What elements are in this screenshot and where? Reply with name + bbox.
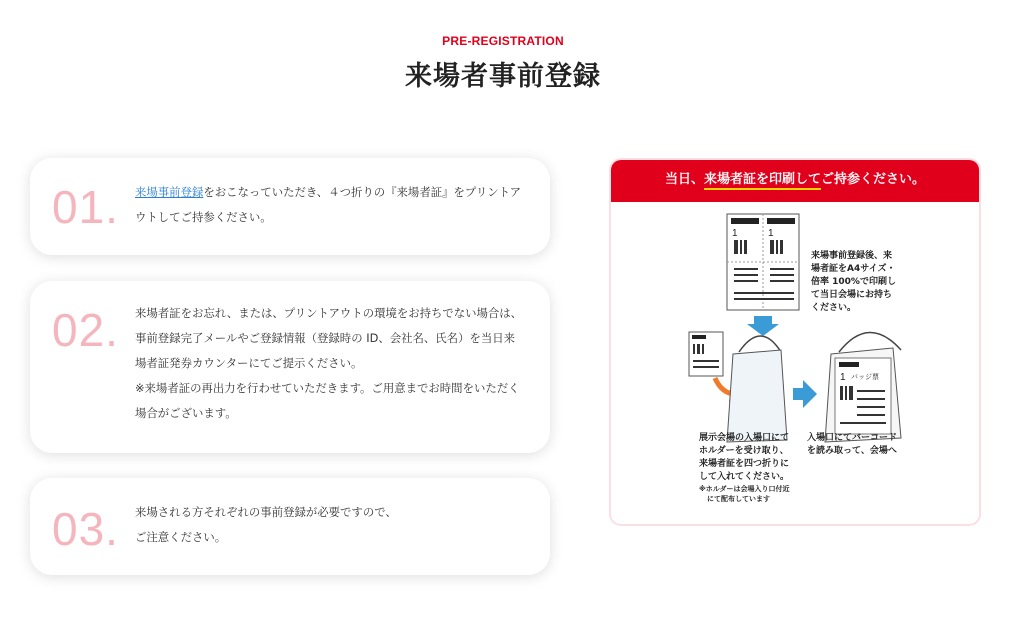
step-number: 01. <box>52 181 119 233</box>
page-title: 来場者事前登録 <box>405 61 601 92</box>
step-text-rest: をおこなっていただき、４つ折りの『来場者証』をプリントアウトしてご持参ください。 <box>135 185 522 224</box>
caption-entrance: 入場口にてバーコード を読み取って、会場へ <box>807 433 898 456</box>
instruction-illustration <box>611 202 979 522</box>
banner-highlight: 来場者証を印刷して <box>704 172 821 190</box>
svg-text:1: 1 <box>840 372 846 383</box>
caption-holder-note: ※ホルダーは会場入り口付近 にて配布しています <box>699 485 790 503</box>
print-banner <box>611 160 979 202</box>
banner-suffix: ご持参ください。 <box>821 172 926 187</box>
step-paragraph: 来場者証をお忘れ、または、プリントアウトの環境をお持ちでない場合は、事前登録完了メールやご登録情報（登録時の ID、会社名、氏名）を当日来場者証発券カウンターにてご提示ください。 <box>135 306 523 370</box>
step-line: 来場される方それぞれの事前登録が必要ですので、 <box>135 505 397 519</box>
print-instruction-panel <box>609 158 981 526</box>
step-number: 02. <box>52 304 119 356</box>
section-eyebrow: PRE-REGISTRATION <box>442 34 564 48</box>
step-note: ※来場者証の再出力を行わせていただきます。ご用意までお時間をいただく場合がございます。 <box>135 381 520 420</box>
holder-with-pass-icon <box>825 332 901 442</box>
folded-pass-icon <box>689 332 723 376</box>
pass-label: バッジ票 <box>851 373 879 381</box>
svg-text:1: 1 <box>768 228 774 239</box>
pre-registration-link[interactable]: 来場事前登録 <box>135 185 204 199</box>
step-line: ご注意ください。 <box>135 530 227 544</box>
printed-sheet-icon <box>727 214 799 310</box>
holder-icon <box>727 336 787 442</box>
step-card-2 <box>30 281 550 453</box>
svg-text:1: 1 <box>732 228 738 239</box>
step-card-1 <box>30 158 550 255</box>
caption-holder: 展示会場の入場口にて ホルダーを受け取り、 来場者証を四つ折りに して入れてください。 <box>699 433 790 482</box>
step-number: 03. <box>52 503 119 555</box>
arrow-right-icon <box>793 380 817 408</box>
arrow-down-icon <box>747 316 779 336</box>
step-card-3 <box>30 478 550 575</box>
step-text <box>135 180 526 230</box>
banner-prefix: 当日、 <box>664 172 704 187</box>
step-text <box>135 301 526 426</box>
caption-print: 来場事前登録後、来 場者証をA4サイズ・ 倍率 100%で印刷し て当日会場にお持ち ください。 <box>811 251 896 313</box>
step-text <box>135 500 526 550</box>
